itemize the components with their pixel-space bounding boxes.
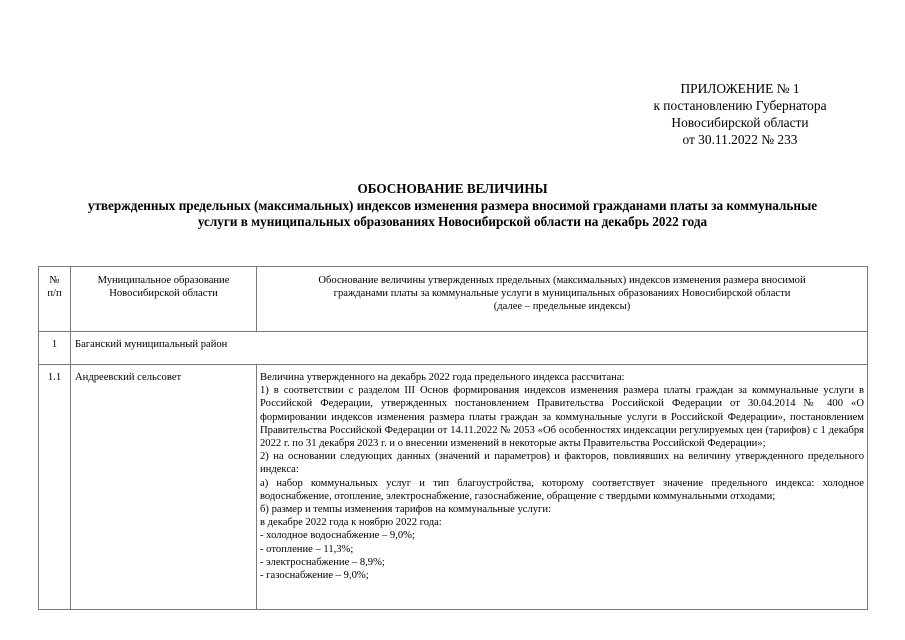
row-municipality: Баганский муниципальный район — [71, 332, 868, 365]
header-desc-line-1: Обоснование величины утвержденных предельных (максимальных) индексов изменения размера вносимой — [318, 275, 806, 286]
justification-paragraph: в декабре 2022 года к ноябрю 2022 года: — [260, 517, 442, 529]
header-num-line-2: п/п — [47, 288, 62, 300]
table-header-row — [39, 267, 868, 332]
appendix-block — [620, 80, 860, 148]
justification-paragraph: - отопление – 11,3%; — [260, 543, 354, 555]
justification-paragraph: - газоснабжение – 9,0%; — [260, 570, 369, 582]
heading-line-2: утвержденных предельных (максимальных) индексов изменения размера вносимой гражданами платы за коммунальные — [87, 197, 818, 213]
justification-paragraph: а) набор коммунальных услуг и тип благоустройства, которому соответствует значение предельного индекса: холодное водоснабжение, отопление, электроснабжение, газоснабжение, обращение с твердыми коммунальными отходами; — [260, 477, 864, 502]
table-row — [39, 365, 868, 610]
document-heading — [20, 181, 885, 231]
appendix-title: ПРИЛОЖЕНИЕ № 1 — [680, 81, 800, 96]
header-desc-line-2: гражданами платы за коммунальные услуги в муниципальных образованиях Новосибирской области — [333, 288, 791, 300]
row-justification — [257, 365, 868, 610]
header-name-line-1: Муниципальное образование — [97, 275, 230, 286]
table-row — [39, 332, 868, 365]
justification-paragraph: - холодное водоснабжение – 9,0%; — [260, 530, 415, 542]
row-num: 1.1 — [39, 365, 71, 610]
header-desc-line-3: (далее – предельные индексы) — [493, 301, 631, 313]
header-desc-cell — [257, 267, 868, 332]
header-num-cell — [39, 267, 71, 332]
appendix-line-3: Новосибирской области — [671, 115, 809, 130]
justification-paragraph: Величина утвержденного на декабрь 2022 года предельного индекса рассчитана: — [260, 372, 625, 383]
justification-paragraph: б) размер и темпы изменения тарифов на коммунальные услуги: — [260, 504, 552, 516]
header-name-cell — [71, 267, 257, 332]
row-municipality: Андреевский сельсовет — [71, 365, 257, 610]
header-name-line-2: Новосибирской области — [109, 288, 218, 300]
appendix-line-4: от 30.11.2022 № 233 — [682, 132, 798, 147]
appendix-line-2: к постановлению Губернатора — [653, 98, 827, 113]
justification-table — [38, 266, 868, 610]
justification-paragraph: 1) в соответствии с разделом III Основ формирования индексов изменения размера платы граждан за коммунальные услуги в Российской Федерации, утвержденных постановлением Правительства Российской Федерации от 30.04.2014 № 400 «О формировании индексов изменения размера платы граждан за коммунальные услуги в Российской Федерации», постановлением Правительства Российской Федерации от 14.11.2022 № 2053 «Об особенностях индексации регулируемых цен (тарифов) с 1 декабря 2022 г. по 31 декабря 2023 г. и о внесении изменений в некоторые акты Правительства Российской Федерации»; — [260, 385, 864, 450]
header-num-line-1: № — [49, 275, 60, 286]
heading-line-1: ОБОСНОВАНИЕ ВЕЛИЧИНЫ — [357, 181, 548, 196]
heading-line-3: услуги в муниципальных образованиях Новосибирской области на декабрь 2022 года — [197, 214, 708, 229]
row-num: 1 — [39, 332, 71, 365]
justification-paragraph: 2) на основании следующих данных (значений и параметров) и факторов, повлиявших на величину утвержденного предельного индекса: — [260, 451, 864, 476]
justification-paragraph: - электроснабжение – 8,9%; — [260, 556, 385, 568]
